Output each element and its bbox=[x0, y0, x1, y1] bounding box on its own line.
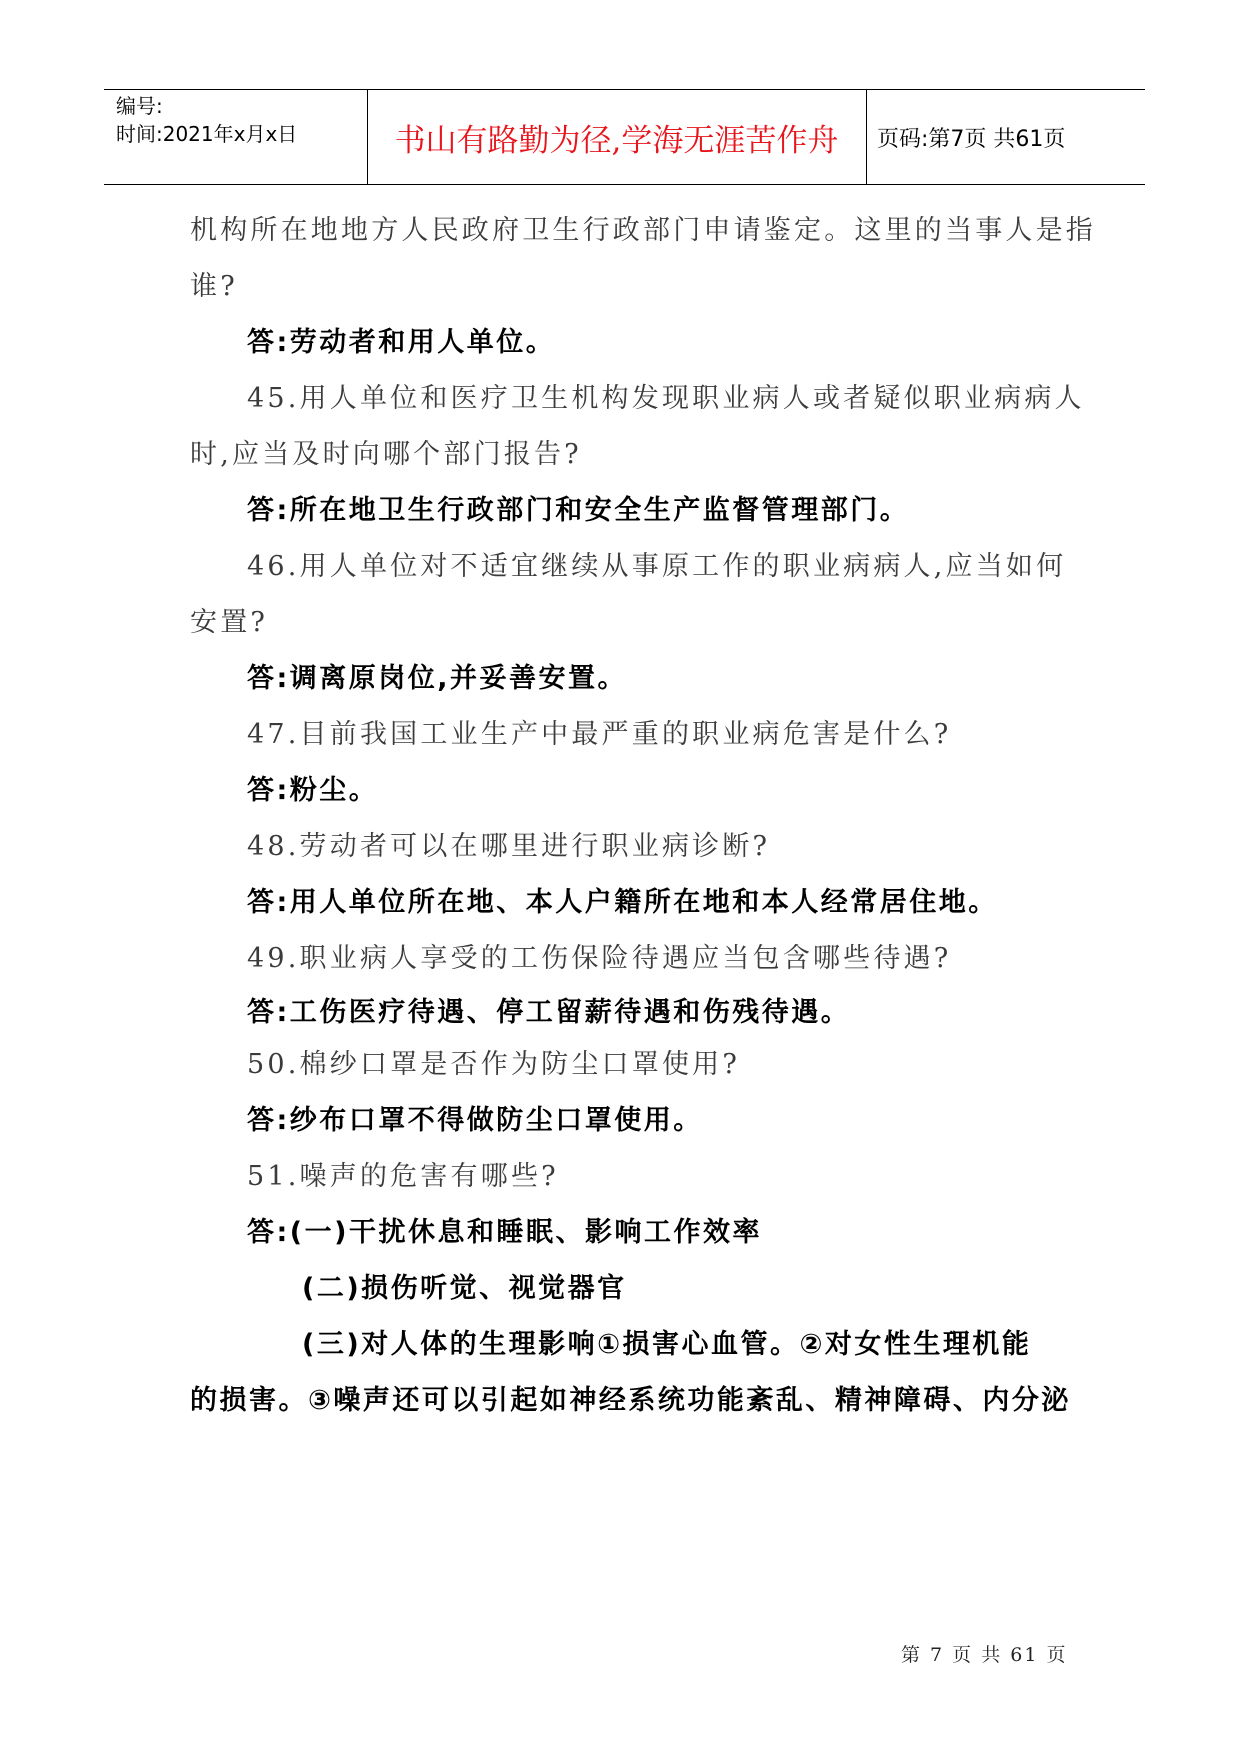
header-motto: 书山有路勤为径,学海无涯苦作舟 bbox=[394, 122, 839, 159]
answer-line: 答:所在地卫生行政部门和安全生产监督管理部门。 bbox=[247, 495, 910, 526]
header-divider-right bbox=[866, 90, 867, 184]
answer-line: 答:工伤医疗待遇、停工留薪待遇和伤残待遇。 bbox=[247, 997, 851, 1028]
page-header bbox=[104, 89, 1145, 185]
answer-line: 的损害。③噪声还可以引起如神经系统功能紊乱、精神障碍、内分泌 bbox=[190, 1385, 1071, 1416]
answer-line: 答:粉尘。 bbox=[247, 775, 379, 806]
question-49: 49.职业病人享受的工伤保险待遇应当包含哪些待遇? bbox=[247, 943, 952, 974]
document-number-label: 编号: bbox=[116, 94, 163, 118]
header-page-code: 页码:第7页 共61页 bbox=[877, 126, 1066, 152]
body-line: 安置? bbox=[190, 607, 269, 638]
document-time-label: 时间:2021年x月x日 bbox=[116, 122, 298, 146]
page-footer: 第 7 页 共 61 页 bbox=[901, 1644, 1068, 1666]
answer-line: 答:劳动者和用人单位。 bbox=[247, 327, 556, 358]
answer-line: (三)对人体的生理影响①损害心血管。②对女性生理机能 bbox=[302, 1329, 1032, 1360]
header-meta bbox=[116, 92, 371, 148]
header-divider-left bbox=[367, 90, 368, 184]
answer-line: 答:调离原岗位,并妥善安置。 bbox=[247, 663, 628, 694]
question-48: 48.劳动者可以在哪里进行职业病诊断? bbox=[247, 831, 771, 862]
answer-line: (二)损伤听觉、视觉器官 bbox=[302, 1273, 627, 1304]
question-45: 45.用人单位和医疗卫生机构发现职业病人或者疑似职业病病人 bbox=[247, 383, 1085, 414]
answer-line: 答:纱布口罩不得做防尘口罩使用。 bbox=[247, 1105, 703, 1136]
question-47: 47.目前我国工业生产中最严重的职业病危害是什么? bbox=[247, 719, 952, 750]
body-line: 机构所在地地方人民政府卫生行政部门申请鉴定。这里的当事人是指 bbox=[190, 215, 1096, 246]
answer-line: 答:用人单位所在地、本人户籍所在地和本人经常居住地。 bbox=[247, 887, 998, 918]
question-50: 50.棉纱口罩是否作为防尘口罩使用? bbox=[247, 1049, 741, 1080]
question-51: 51.噪声的危害有哪些? bbox=[247, 1161, 559, 1192]
body-line: 时,应当及时向哪个部门报告? bbox=[190, 439, 582, 470]
body-line: 谁? bbox=[190, 271, 238, 302]
question-46: 46.用人单位对不适宜继续从事原工作的职业病病人,应当如何 bbox=[247, 551, 1067, 582]
answer-line: 答:(一)干扰休息和睡眠、影响工作效率 bbox=[247, 1217, 762, 1248]
